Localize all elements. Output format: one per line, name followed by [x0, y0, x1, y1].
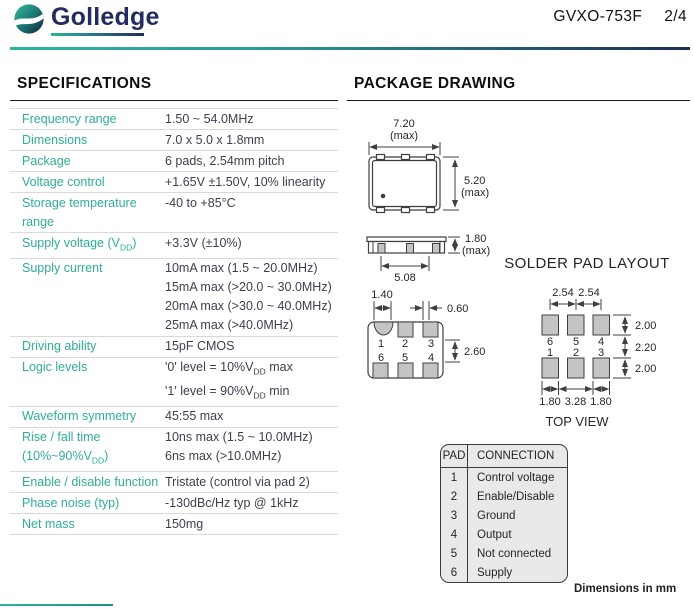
svg-text:1: 1	[546, 347, 554, 359]
table-row: Supply voltage $(V_{DD})$ +3.3V (±10%)	[10, 233, 338, 259]
svg-text:2.20: 2.20	[635, 342, 657, 354]
svg-text:5: 5	[572, 336, 580, 348]
svg-text:4: 4	[597, 336, 605, 348]
table-row: Frequency range 1.50 ~ 54.0MHz	[10, 109, 338, 130]
svg-text:0.60: 0.60	[447, 303, 469, 315]
page-number: 2/4	[664, 8, 687, 25]
table-row: Voltage control +1.65V ±1.50V, 10% linearity	[10, 172, 338, 193]
svg-text:5.08: 5.08	[394, 272, 416, 284]
specifications-table	[10, 108, 338, 535]
table-row: Driving ability 15pF CMOS	[10, 337, 338, 358]
table-row: Dimensions 7.0 x 5.0 x 1.8mm	[10, 130, 338, 151]
svg-text:2: 2	[401, 338, 409, 350]
svg-text:1.40: 1.40	[371, 289, 393, 301]
svg-text:(max): (max)	[461, 187, 490, 199]
dimensions-note: Dimensions in mm	[574, 583, 677, 595]
table-row: Rise / fall time $(10\%\sim 90\%V_{DD})$ 10ns max (1.5 ~ 10.0MHz) 6ns max (>10.0MHz)	[10, 428, 338, 473]
svg-text:2: 2	[572, 347, 580, 359]
svg-text:1.80: 1.80	[590, 396, 612, 408]
table-row: Waveform symmetry 45:55 max	[10, 407, 338, 428]
table-row: Supply current 10mA max (1.5 ~ 20.0MHz) 15mA max (>20.0 ~ 30.0MHz) 20mA max (>30.0 ~ 40.0MHz) 25mA max (>40.0MHz)	[10, 259, 338, 337]
svg-text:1: 1	[377, 338, 385, 350]
table-row: 1 Control voltage	[441, 468, 567, 487]
header-rule	[10, 47, 690, 50]
table-row: Package 6 pads, 2.54mm pitch	[10, 151, 338, 172]
svg-text:3: 3	[597, 347, 605, 359]
svg-text:2.60: 2.60	[464, 346, 486, 358]
table-row: Enable / disable function Tristate (control via pad 2)	[10, 472, 338, 493]
svg-text:(max): (max)	[389, 130, 419, 142]
svg-text:3.28: 3.28	[564, 396, 587, 408]
svg-text:6: 6	[546, 336, 554, 348]
svg-text:6: 6	[377, 352, 385, 364]
pad-table-header: PAD CONNECTION	[441, 445, 567, 468]
footer-rule	[0, 604, 113, 606]
golledge-logo-icon	[13, 3, 45, 35]
svg-text:SOLDER PAD LAYOUT: SOLDER PAD LAYOUT	[504, 255, 670, 272]
svg-text:2.54: 2.54	[552, 287, 574, 299]
svg-text:2.00: 2.00	[635, 320, 657, 332]
svg-text:(max): (max)	[462, 245, 491, 257]
table-row: Phase noise (typ) -130dBc/Hz typ @ 1kHz	[10, 493, 338, 514]
pad-connection-table	[440, 444, 568, 583]
svg-text:2.00: 2.00	[635, 363, 657, 375]
package-drawing-figure	[347, 100, 694, 445]
svg-text:2.54: 2.54	[578, 287, 600, 299]
package-drawing-title: PACKAGE DRAWING	[347, 75, 690, 101]
table-row: Logic levels '0' level = $10\%V_{DD}$ max '1' level = $90\%V_{DD}$ min	[10, 358, 338, 407]
doc-code: GVXO-753F	[553, 8, 643, 25]
table-row: 5 Not connected	[441, 544, 567, 563]
svg-text:TOP VIEW: TOP VIEW	[545, 414, 609, 429]
document-reference	[553, 8, 687, 26]
table-row: 2 Enable/Disable	[441, 487, 567, 506]
svg-text:7.20: 7.20	[393, 118, 415, 130]
pin1-dot	[381, 194, 386, 199]
table-row: Net mass 150mg	[10, 514, 338, 535]
table-row: 4 Output	[441, 525, 567, 544]
svg-text:3: 3	[427, 338, 435, 350]
brand-wordmark: Golledge	[51, 3, 160, 31]
specifications-section	[10, 75, 338, 535]
svg-text:1.80: 1.80	[539, 396, 561, 408]
package-top-view	[369, 118, 489, 213]
table-row: 3 Ground	[441, 506, 567, 525]
package-drawing-section	[347, 75, 690, 101]
svg-text:5.20: 5.20	[464, 175, 486, 187]
table-row: 6 Supply	[441, 563, 567, 582]
table-row: Storage temperature range -40 to +85°C	[10, 193, 338, 233]
svg-text:1.80: 1.80	[465, 233, 487, 245]
package-side-view	[367, 233, 490, 284]
package-bottom-view	[368, 289, 485, 378]
brand-underline	[51, 33, 144, 36]
svg-text:5: 5	[401, 352, 409, 364]
solder-pad-layout	[504, 255, 669, 429]
svg-text:4: 4	[427, 352, 435, 364]
specifications-title: SPECIFICATIONS	[10, 75, 338, 101]
